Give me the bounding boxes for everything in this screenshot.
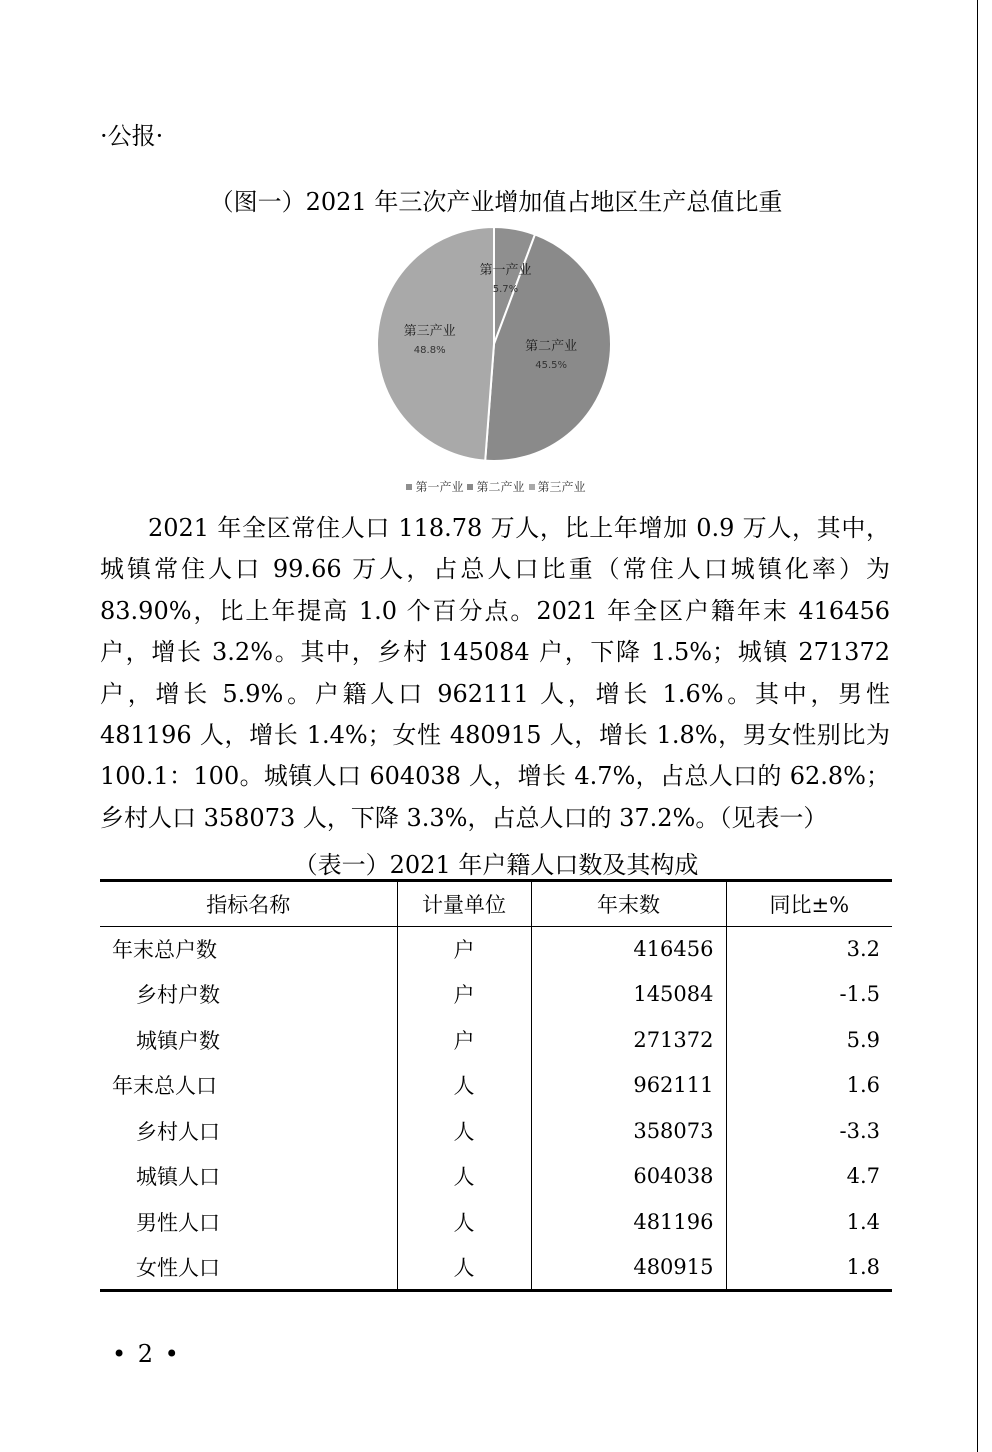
cell-unit: 户	[397, 972, 531, 1018]
figure-title: （图一）2021 年三次产业增加值占地区生产总值比重	[209, 188, 783, 216]
cell-year-end: 271372	[531, 1017, 726, 1063]
cell-unit: 户	[397, 926, 531, 972]
legend-swatch	[529, 484, 535, 490]
table-title: （表一）2021 年户籍人口数及其构成	[293, 851, 699, 879]
pie-slice-name: 第一产业	[479, 262, 532, 278]
legend-label: 第三产业	[537, 480, 586, 494]
cell-indicator: 城镇人口	[136, 1165, 220, 1190]
table-row	[100, 1154, 892, 1200]
pie-slice-label	[390, 320, 470, 356]
cell-unit: 人	[397, 1063, 531, 1109]
cell-yoy: -1.5	[726, 972, 892, 1018]
cell-yoy: 1.8	[726, 1245, 892, 1291]
cell-unit: 人	[397, 1108, 531, 1154]
cell-yoy: 1.6	[726, 1063, 892, 1109]
cell-year-end: 962111	[531, 1063, 726, 1109]
legend-item	[529, 478, 586, 495]
table-row	[100, 926, 892, 972]
cell-unit: 人	[397, 1154, 531, 1200]
table-row	[100, 1108, 892, 1154]
cell-yoy: 4.7	[726, 1154, 892, 1200]
cell-yoy: -3.3	[726, 1108, 892, 1154]
body-paragraph: 2021 年全区常住人口 118.78 万人，比上年增加 0.9 万人，其中，城镇常住人口 99.66 万人，占总人口比重（常住人口城镇化率）为 83.90%，比上年提高 1.0 个百分点。2021 年全区户籍年末 416456 户，增长 3.2%。其中，乡村 145084 户，下降 1.5%；城镇 271372 户，增长 5.9%。户籍人口 962111 人，增长 1.6%。其中，男性 481196 人，增长 1.4%；女性 480915 人，增长 1.8%，男女性别比为 100.1：100。城镇人口 604038 人，增长 4.7%，占总人口的 62.8%；乡村人口 358073 人，下降 3.3%，占总人口的 37.2%。（见表一）	[100, 514, 890, 832]
legend-label: 第一产业	[415, 480, 464, 494]
pie-slice-name: 第三产业	[403, 323, 456, 339]
legend-swatch	[406, 484, 412, 490]
cell-unit: 户	[397, 1017, 531, 1063]
header-year-end: 年末数	[531, 881, 726, 927]
cell-indicator: 城镇户数	[136, 1028, 220, 1053]
cell-indicator: 乡村户数	[136, 983, 220, 1008]
header-yoy: 同比±%	[726, 881, 892, 927]
body-text	[100, 508, 890, 839]
legend-label: 第二产业	[476, 480, 525, 494]
page-edge-line	[977, 0, 978, 1452]
chart-legend	[0, 478, 992, 495]
cell-unit: 人	[397, 1199, 531, 1245]
legend-swatch	[467, 484, 473, 490]
header-indicator: 指标名称	[100, 881, 397, 927]
cell-year-end: 480915	[531, 1245, 726, 1291]
cell-year-end: 145084	[531, 972, 726, 1018]
pie-slice-label	[511, 335, 591, 371]
cell-year-end: 358073	[531, 1108, 726, 1154]
table-row	[100, 1017, 892, 1063]
table-row	[100, 972, 892, 1018]
header-unit: 计量单位	[397, 881, 531, 927]
pie-slice-label	[465, 259, 545, 295]
cell-year-end: 481196	[531, 1199, 726, 1245]
cell-yoy: 3.2	[726, 926, 892, 972]
population-table	[100, 879, 892, 1292]
legend-item	[406, 478, 463, 495]
cell-yoy: 5.9	[726, 1017, 892, 1063]
table-header-row	[100, 881, 892, 927]
cell-indicator: 女性人口	[100, 1245, 397, 1291]
cell-indicator: 男性人口	[136, 1210, 220, 1235]
pie-slice-name: 第二产业	[525, 338, 578, 354]
cell-year-end: 604038	[531, 1154, 726, 1200]
pie-slice-percent: 5.7%	[492, 283, 519, 295]
table-row	[100, 1245, 892, 1291]
cell-unit: 人	[397, 1245, 531, 1291]
pie-slice-percent: 48.8%	[413, 344, 446, 356]
cell-year-end: 416456	[531, 926, 726, 972]
cell-indicator: 年末总人口	[112, 1074, 217, 1099]
page-number: • 2 •	[112, 1340, 181, 1368]
legend-item	[467, 478, 524, 495]
pie-chart	[372, 222, 616, 466]
section-tag: ·公报·	[100, 122, 164, 150]
pie-slice-percent: 45.5%	[535, 359, 568, 371]
cell-indicator: 年末总户数	[112, 938, 217, 962]
cell-indicator: 乡村人口	[136, 1119, 220, 1144]
cell-yoy: 1.4	[726, 1199, 892, 1245]
table-row	[100, 1199, 892, 1245]
table-row	[100, 1063, 892, 1109]
